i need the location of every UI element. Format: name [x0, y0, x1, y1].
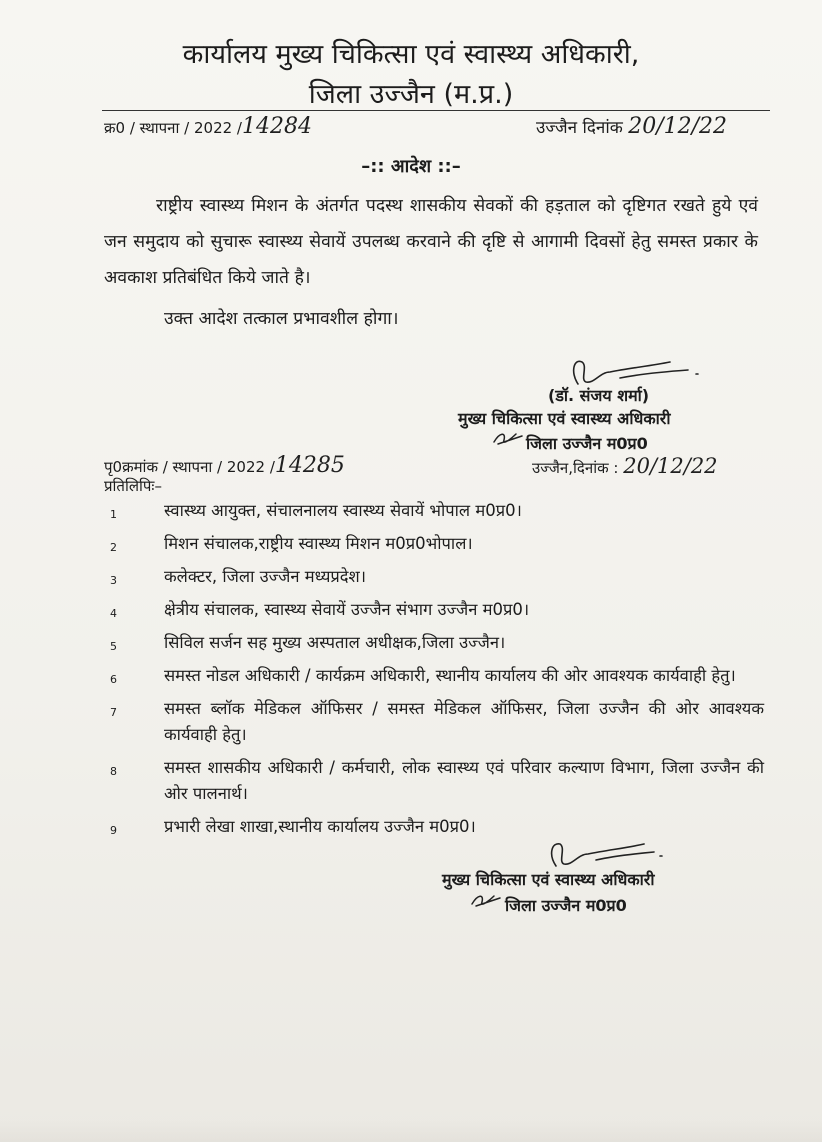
list-item — [104, 696, 764, 748]
copy-to-label: प्रतिलिपिः– — [104, 477, 162, 495]
office-header-line1: कार्यालय मुख्य चिकित्सा एवं स्वास्थ्य अधिकारी, — [182, 39, 640, 70]
list-item-text: समस्त शासकीय अधिकारी / कर्मचारी, लोक स्वास्थ्य एवं परिवार कल्याण विभाग, जिला उज्जैन की ओर पालनार्थ। — [164, 758, 764, 803]
list-item — [104, 630, 764, 656]
office-header-line2: जिला उज्जैन (म.प्र.) — [308, 79, 514, 110]
signatory-name: (डॉ. संजय शर्मा) — [548, 386, 650, 405]
list-item-number: 7 — [110, 706, 117, 719]
signatory2-designation: मुख्य चिकित्सा एवं स्वास्थ्य अधिकारी — [442, 870, 655, 889]
signatory-designation: मुख्य चिकित्सा एवं स्वास्थ्य अधिकारी — [458, 409, 671, 428]
page-bottom-shadow — [0, 1120, 822, 1142]
list-item-text: मिशन संचालक,राष्ट्रीय स्वास्थ्य मिशन म0प्र0भोपाल। — [164, 534, 473, 553]
list-item — [104, 498, 764, 524]
list-item-text: क्षेत्रीय संचालक, स्वास्थ्य सेवायें उज्जैन संभाग उज्जैन म0प्र0। — [164, 600, 530, 619]
list-item — [104, 564, 764, 590]
signature-date — [532, 454, 718, 478]
order-date — [536, 114, 727, 139]
list-item-text: समस्त ब्लॉक मेडिकल ऑफिसर / समस्त मेडिकल ऑफिसर, जिला उज्जैन की ओर आवश्यक कार्यवाही हेतु। — [164, 699, 764, 744]
list-item-number: 3 — [110, 574, 117, 587]
signatory2-district: जिला उज्जैन म0प्र0 — [505, 896, 627, 915]
order-reference — [104, 114, 312, 139]
list-item — [104, 663, 764, 689]
order-body: राष्ट्रीय स्वास्थ्य मिशन के अंतर्गत पदस्थ शासकीय सेवकों की हड़ताल को दृष्टिगत रखते हुये एवं जन समुदाय को सुचारू स्वास्थ्य सेवायें उपलब्ध करवाने की दृष्टि से आगामी दिवसों हेतु समस्त प्रकार के अवकाश प्रतिबंधित किये जाते है। — [104, 196, 758, 288]
header-rule — [102, 110, 770, 111]
list-item — [104, 597, 764, 623]
order-date-handwritten: 20/12/22 — [628, 114, 728, 139]
signature-date-label: उज्जैन,दिनांक : — [532, 459, 619, 477]
list-item-number: 1 — [110, 508, 117, 521]
order-effect-note: उक्त आदेश तत्काल प्रभावशील होगा। — [164, 309, 399, 329]
list-item — [104, 531, 764, 557]
endorsement-reference — [104, 453, 345, 478]
initials-scribble-2 — [470, 890, 504, 910]
list-item — [104, 814, 764, 840]
endorsement-number-handwritten: 14285 — [274, 453, 345, 478]
signatory-district: जिला उज्जैन म0प्र0 — [526, 434, 648, 453]
reference-prefix: क्र0 / स्थापना / 2022 / — [104, 119, 242, 137]
initials-scribble-1 — [492, 428, 526, 448]
list-item-number: 2 — [110, 541, 117, 554]
list-item-text: प्रभारी लेखा शाखा,स्थानीय कार्यालय उज्जैन म0प्र0। — [164, 817, 476, 836]
endorsement-prefix: पृ0क्रमांक / स्थापना / 2022 / — [104, 458, 275, 476]
order-title: –:: आदेश ::– — [361, 156, 461, 177]
reference-number-handwritten: 14284 — [241, 114, 312, 139]
list-item-number: 4 — [110, 607, 117, 620]
signature-date-handwritten: 20/12/22 — [623, 454, 718, 478]
list-item — [104, 755, 764, 807]
list-item-text: समस्त नोडल अधिकारी / कार्यक्रम अधिकारी, स्थानीय कार्यालय की ओर आवश्यक कार्यवाही हेतु। — [164, 666, 736, 685]
list-item-number: 5 — [110, 640, 117, 653]
list-item-text: सिविल सर्जन सह मुख्य अस्पताल अधीक्षक,जिला उज्जैन। — [164, 633, 506, 652]
list-item-text: कलेक्टर, जिला उज्जैन मध्यप्रदेश। — [164, 567, 367, 586]
list-item-number: 6 — [110, 673, 117, 686]
order-date-label: उज्जैन दिनांक — [536, 118, 623, 138]
copy-list — [104, 498, 764, 847]
list-item-text: स्वास्थ्य आयुक्त, संचालनालय स्वास्थ्य सेवायें भोपाल म0प्र0। — [164, 501, 522, 520]
list-item-number: 9 — [110, 824, 117, 837]
list-item-number: 8 — [110, 765, 117, 778]
